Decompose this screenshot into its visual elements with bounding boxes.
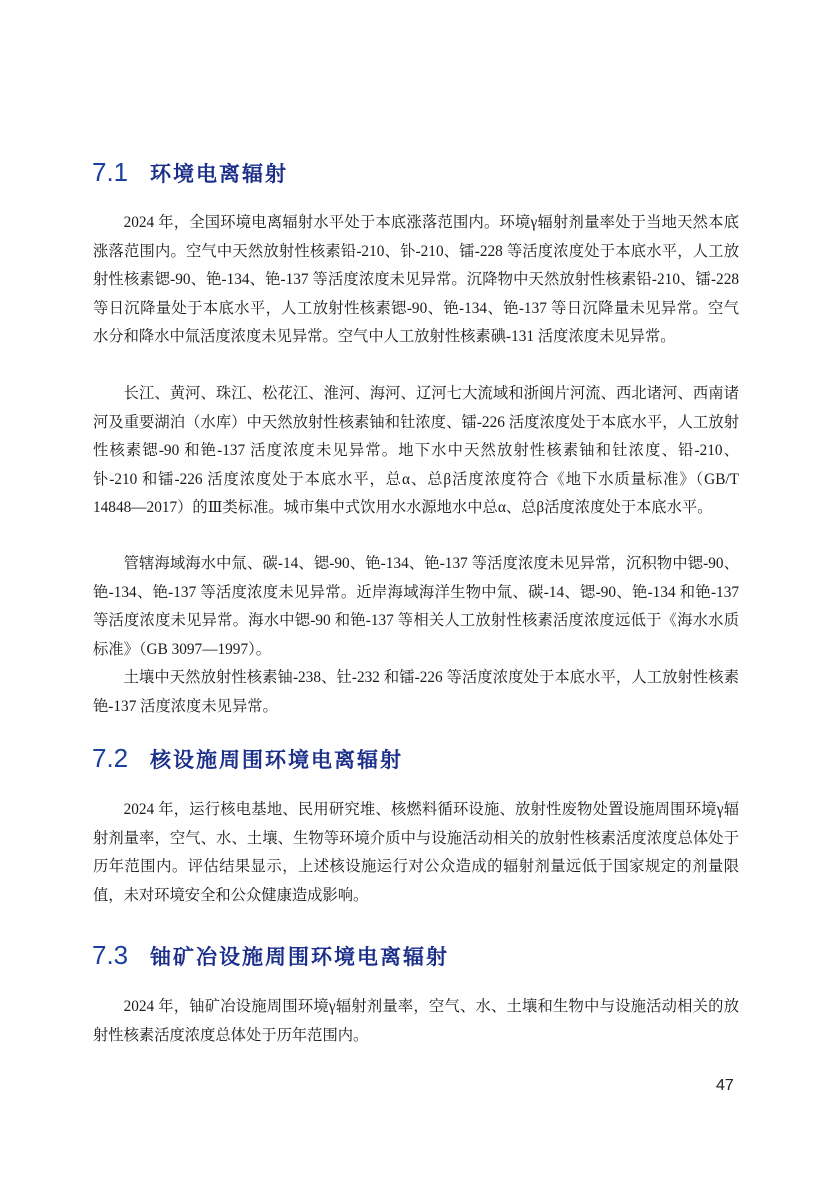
section-heading-7-2: [92, 743, 403, 777]
section-number: 7.3: [92, 940, 129, 970]
section-number: 7.1: [92, 157, 129, 187]
paragraph: 土壤中天然放射性核素铀-238、钍-232 和镭-226 等活度浓度处于本底水平，人工放射性核素铯-137 活度浓度未见异常。: [93, 669, 739, 715]
section-heading-7-3: [92, 940, 449, 974]
section-number: 7.2: [92, 743, 129, 773]
paragraph: 2024 年，运行核电基地、民用研究堆、核燃料循环设施、放射性废物处置设施周围环境γ辐射剂量率，空气、水、土壤、生物等环境介质中与设施活动相关的放射性核素活度浓度总体处于历年范围内。评估结果显示，上述核设施运行对公众造成的辐射剂量远低于国家规定的剂量限值，未对环境安全和公众健康造成影响。: [93, 801, 739, 904]
page-number: 47: [716, 1077, 734, 1094]
section-title: 铀矿冶设施周围环境电离辐射: [150, 945, 449, 969]
paragraph: 2024 年，全国环境电离辐射水平处于本底涨落范围内。环境γ辐射剂量率处于当地天然本底涨落范围内。空气中天然放射性核素铅-210、钋-210、镭-228 等活度浓度处于本底水平，人工放射性核素锶-90、铯-134、铯-137 等活度浓度未见异常。沉降物中天然放射性核素铅-210、镭-228 等日沉降量处于本底水平，人工放射性核素锶-90、铯-134、铯-137 等日沉降量未见异常。空气水分和降水中氚活度浓度未见异常。空气中人工放射性核素碘-131 活度浓度未见异常。: [93, 214, 739, 345]
paragraph: 长江、黄河、珠江、松花江、淮河、海河、辽河七大流域和浙闽片河流、西北诸河、西南诸河及重要湖泊（水库）中天然放射性核素铀和钍浓度、镭-226 活度浓度处于本底水平，人工放射性核素锶-90 和铯-137 活度浓度未见异常。地下水中天然放射性核素铀和钍浓度、铅-210、钋-210 和镭-226 活度浓度处于本底水平，总α、总β活度浓度符合《地下水质量标准》（GB/T 14848—2017）的Ⅲ类标准。城市集中式饮用水水源地水中总α、总β活度浓度处于本底水平。: [93, 385, 739, 516]
section-title: 核设施周围环境电离辐射: [150, 748, 403, 772]
section-title: 环境电离辐射: [150, 162, 288, 186]
paragraph: 2024 年，铀矿冶设施周围环境γ辐射剂量率，空气、水、土壤和生物中与设施活动相关的放射性核素活度浓度总体处于历年范围内。: [93, 998, 739, 1044]
section-heading-7-1: [92, 157, 288, 191]
paragraph: 管辖海域海水中氚、碳-14、锶-90、铯-134、铯-137 等活度浓度未见异常，沉积物中锶-90、铯-134、铯-137 等活度浓度未见异常。近岸海域海洋生物中氚、碳-14、锶-90、铯-134 和铯-137 等活度浓度未见异常。海水中锶-90 和铯-137 等相关人工放射性核素活度浓度远低于《海水水质标准》（GB 3097—1997）。: [93, 555, 739, 658]
